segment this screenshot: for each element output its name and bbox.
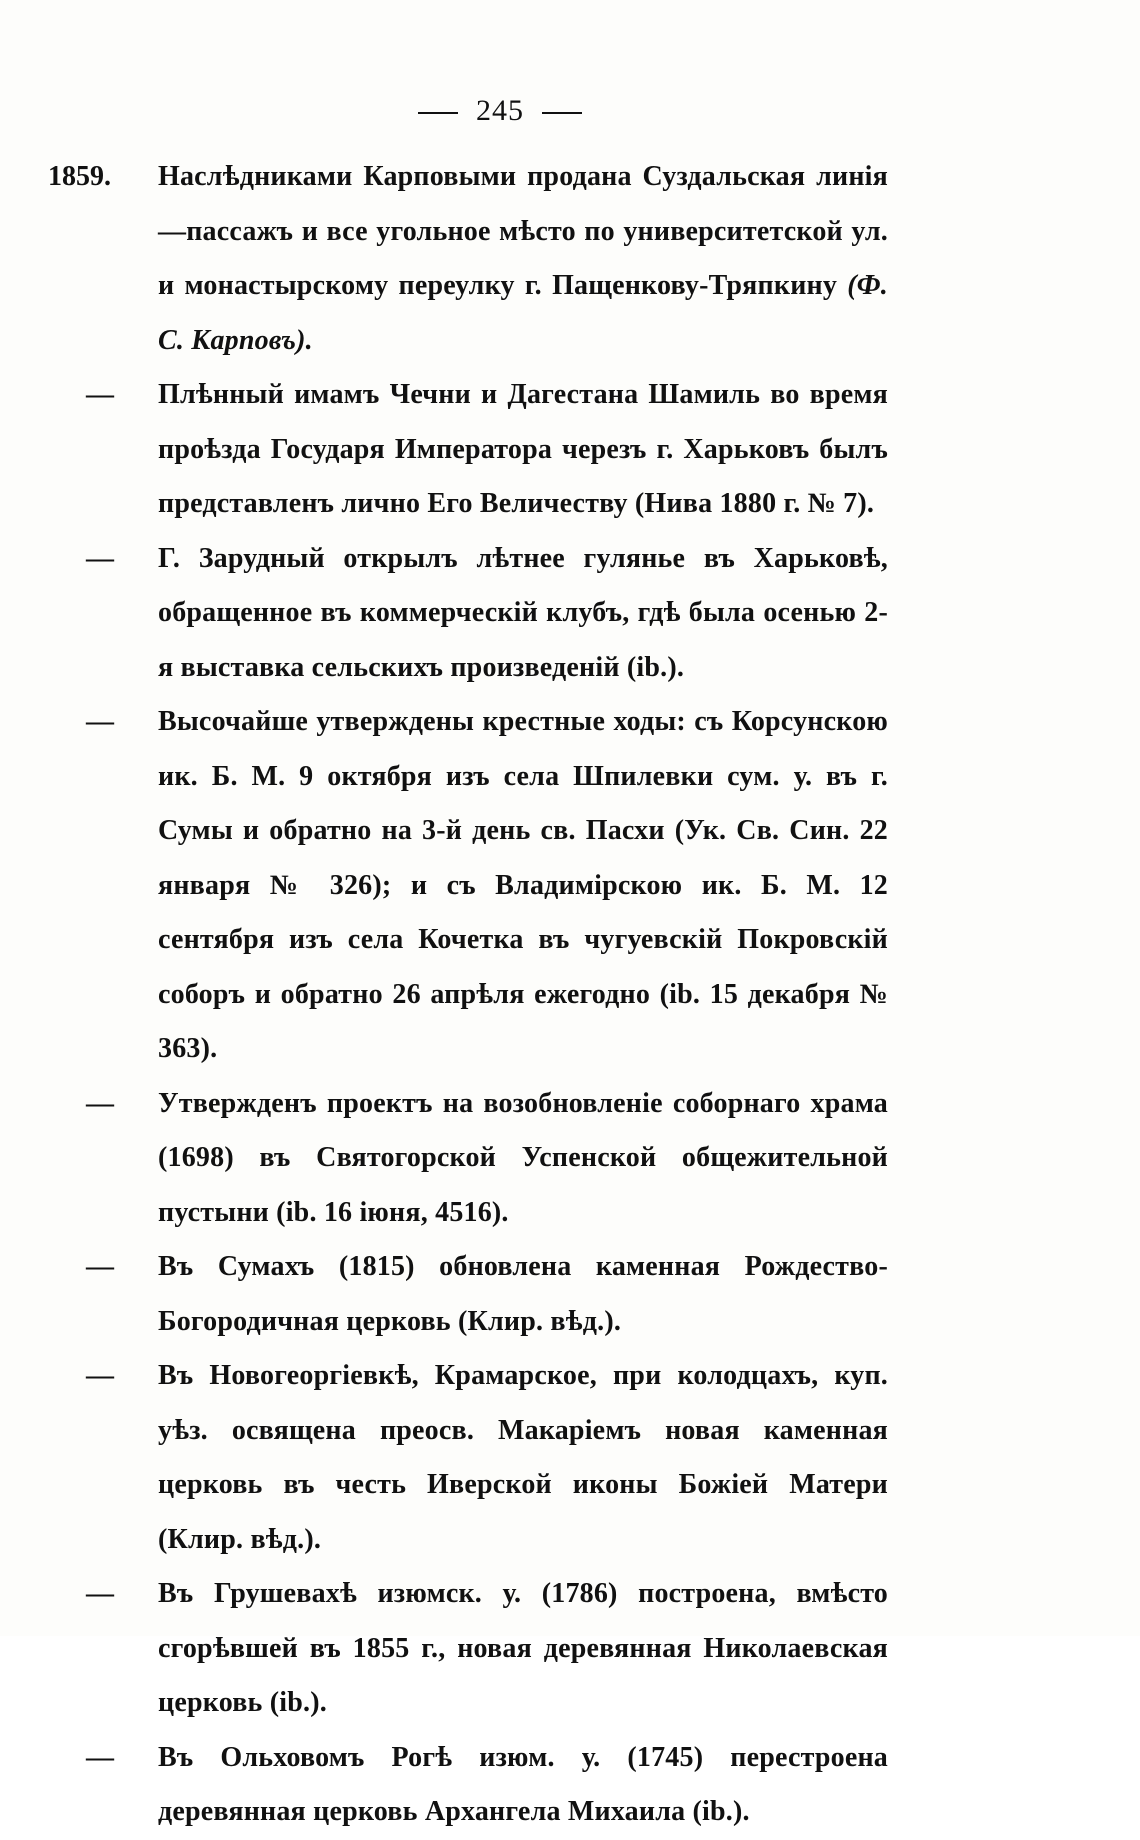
page-number-dash-right — [542, 112, 582, 114]
chronicle-entry — [48, 150, 888, 368]
entry-citation: (Ф. С. Карповъ). — [158, 270, 889, 356]
entry-text — [158, 150, 888, 368]
entry-text: Г. Зарудный открылъ лѣтнее гулянье въ Харьковѣ, обращенное въ коммерческій клубъ, гдѣ была осенью 2-я выставка сельскихъ произведеній (ib.). — [158, 542, 888, 683]
chronicle-entry — [48, 1077, 888, 1241]
page-number-dash-left — [418, 112, 458, 114]
entry-dash: — — [86, 706, 114, 737]
entry-dash: — — [86, 1087, 114, 1119]
entry-dash: — — [86, 542, 114, 574]
entry-dash: — — [86, 1741, 114, 1773]
chronicle-entry — [48, 1240, 888, 1349]
page-number-value: 245 — [476, 94, 524, 127]
entry-body: Наслѣдниками Карповыми продана Суздальская линія—пассажъ и все угольное мѣсто по университетской ул. и монастырскому переулку г. Пащенкову-Тряпкину — [158, 161, 888, 301]
chronicle-entry — [48, 532, 888, 696]
entry-text: Въ Сумахъ (1815) обновлена каменная Рождество-Богородичная церковь (Клир. вѣд.). — [158, 1251, 888, 1337]
chronicle-entry — [48, 1731, 888, 1840]
entry-dash: — — [86, 1578, 114, 1609]
chronicle-entry — [48, 1567, 888, 1731]
entry-dash: — — [86, 1251, 114, 1282]
entry-dash: — — [86, 379, 114, 410]
entry-text: Высочайше утверждены крестные ходы: съ Корсунскою ик. Б. М. 9 октября изъ села Шпилевки сум. у. въ г. Сумы и обратно на 3-й день св. Пасхи (Ук. Св. Син. 22 января № 326); и съ Владимірскою ик. Б. М. 12 сентября изъ села Кочетка въ чугуевскій Покровскій соборъ и обратно 26 апрѣля ежегодно (ib. 15 декабря № 363). — [158, 706, 888, 1064]
page-number — [0, 94, 1000, 128]
entry-text: Въ Грушевахѣ изюмск. у. (1786) построена, вмѣсто сгорѣвшей въ 1855 г., новая деревянная Николаевская церковь (ib.). — [158, 1578, 888, 1718]
chronicle-entry — [48, 1349, 888, 1567]
entry-year: 1859. — [48, 161, 111, 192]
chronicle-entry — [48, 368, 888, 532]
entry-text: Въ Новогеоргіевкѣ, Крамарское, при колодцахъ, куп. уѣз. освящена преосв. Макаріемъ новая каменная церковь въ честь Иверской иконы Божіей Матери (Клир. вѣд.). — [158, 1360, 888, 1555]
entry-text: Утвержденъ проектъ на возобновленіе соборнаго храма (1698) въ Святогорской Успенской общежительной пустыни (ib. 16 іюня, 4516). — [158, 1087, 888, 1228]
chronicle-entries — [48, 150, 888, 1840]
entry-dash: — — [86, 1360, 114, 1391]
entry-text: Плѣнный имамъ Чечни и Дагестана Шамиль во время проѣзда Государя Императора черезъ г. Харьковъ былъ представленъ лично Его Величеству (Нива 1880 г. № 7). — [158, 379, 888, 519]
chronicle-entry — [48, 695, 888, 1077]
entry-text: Въ Ольховомъ Рогѣ изюм. у. (1745) перестроена деревянная церковь Архангела Михаила (ib.). — [158, 1741, 888, 1827]
